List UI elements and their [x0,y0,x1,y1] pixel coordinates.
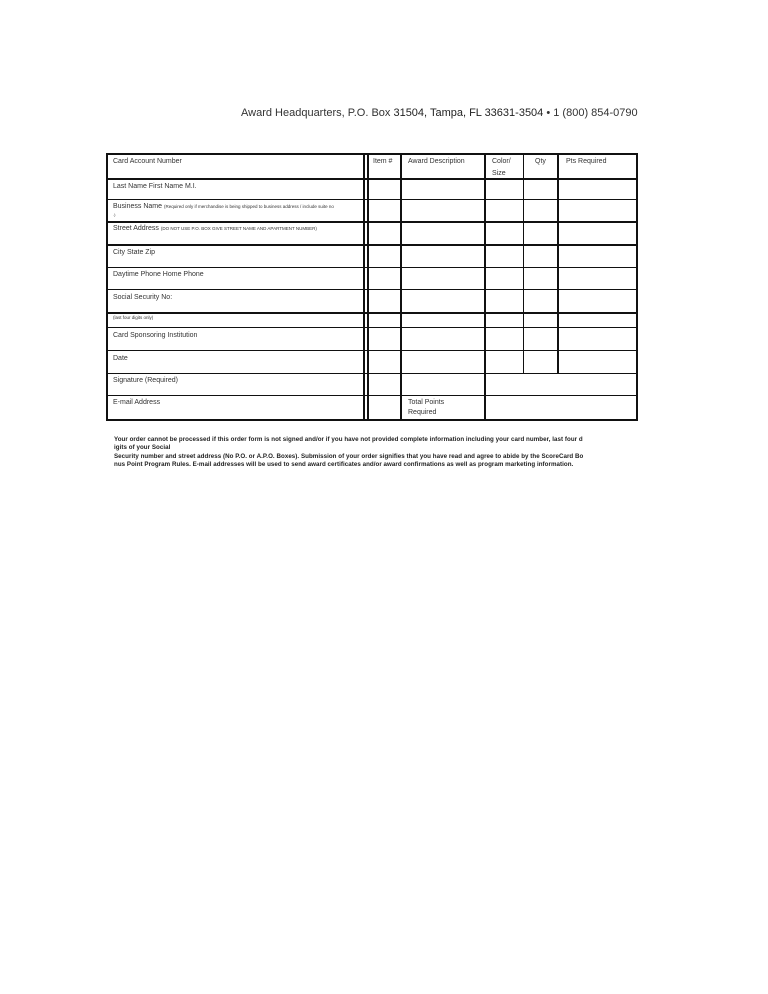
row-line [106,178,368,180]
col-color-header: Color/ [492,158,511,165]
business-name-text: Business Name [113,203,163,210]
grid-row-line [366,199,638,200]
section-divider [367,153,369,421]
row-line [106,199,368,200]
grid-row-line [366,244,638,246]
form-border-left [106,153,108,421]
section-divider [363,153,365,421]
header-text-3: • 1 (800) 854-0790 [543,107,638,119]
ssn-label: Social Security No: [113,294,173,301]
header-text-2: 31504, Tampa, FL 33631-3504 [393,107,544,119]
name-label: Last Name First Name M.I. [113,183,197,190]
date-label: Date [113,355,128,362]
col-pts-required-header: Pts Required [566,158,607,165]
row-line [106,327,368,328]
grid-row-line [366,289,638,290]
form-border-right [636,153,638,421]
row-line [106,350,368,351]
street-address-text: Street Address [113,225,159,232]
order-notice [114,436,659,470]
total-points-label: Total Points [408,399,445,406]
form-border-bottom [106,419,638,421]
header-contact-line [241,107,638,119]
business-name-note-cont: .) [113,212,116,217]
grid-row-line [366,312,638,314]
street-address-label [113,225,317,232]
header-text-1: Award Headquarters, P.O. Box [241,107,394,119]
sponsoring-institution-label: Card Sponsoring Institution [113,332,198,339]
row-line [106,373,368,374]
ssn-note: (last four digits only) [113,315,154,320]
column-line [400,153,402,421]
row-line [106,395,368,396]
row-line [106,289,368,290]
city-state-zip-label: City State Zip [113,249,156,256]
grid-row-line [366,221,638,223]
grid-row-line [366,178,638,180]
row-line [106,221,368,223]
column-line [523,153,524,373]
col-item-header: Item # [373,158,393,165]
street-address-note: (DO NOT USE P.O. BOX GIVE STREET NAME AND APARTMENT NUMBER) [160,226,317,231]
business-name-label [113,203,334,210]
grid-row-line [366,350,638,351]
column-line [557,153,559,373]
grid-row-line [366,373,638,374]
col-award-description-header: Award Description [408,158,465,165]
notice-line: Security number and street address (No P.O. or A.P.O. Boxes). Submission of your order signifies that you have read and agree to abide by the ScoreCard Bo [114,452,584,460]
notice-line: igits of your Social [114,444,171,452]
notice-line: Your order cannot be processed if this order form is not signed and/or if you have not provided complete information including your card number, last four d [114,436,583,443]
col-size-header: Size [492,170,506,177]
order-form [106,153,638,421]
signature-label: Signature (Required) [113,377,178,384]
grid-row-line [366,267,638,268]
total-points-required-label: Required [408,409,437,416]
row-line [106,312,368,314]
grid-row-line [366,395,638,396]
notice-line: nus Point Program Rules. E-mail addresses will be used to send award certificates and/or award confirmations as well as program marketing information. [114,461,574,469]
col-qty-header: Qty [535,158,546,165]
grid-row-line [366,327,638,328]
row-line [106,267,368,268]
card-account-label: Card Account Number [113,158,182,165]
business-name-note: (Required only if merchandise is being shipped to business address / include suite no [163,204,334,209]
phone-label: Daytime Phone Home Phone [113,271,204,278]
row-line [106,244,368,246]
email-label: E-mail Address [113,399,161,406]
column-line [484,153,486,421]
